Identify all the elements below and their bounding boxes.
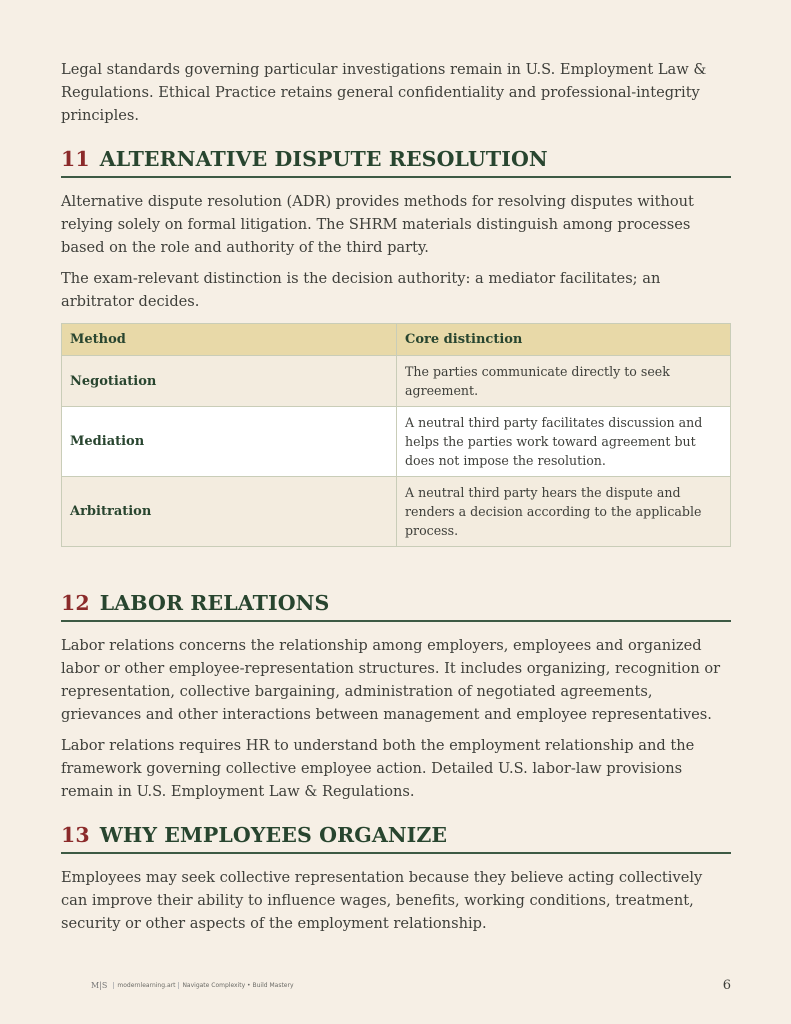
paragraph: Employees may seek collective representation because they believe acting collectively can improve their ability to influence wages, benefits, working conditions, treatment, security or other aspects of the employment relationship. — [61, 869, 703, 932]
distinction-cell: The parties communicate directly to seek agreement. — [397, 356, 731, 407]
table-row — [62, 356, 731, 407]
table-header-row — [62, 324, 731, 356]
page-footer — [91, 978, 731, 993]
intro-paragraph: Legal standards governing particular investigations remain in U.S. Employment Law & Regulations. Ethical Practice retains general confidentiality and professional-integrity principles. — [61, 61, 707, 124]
section-title: LABOR RELATIONS — [99, 591, 330, 615]
section-labor-relations — [61, 591, 731, 803]
method-cell: Mediation — [62, 407, 397, 477]
table-row — [62, 477, 731, 547]
paragraph: The exam-relevant distinction is the decision authority: a mediator facilitates; an arbitrator decides. — [61, 270, 661, 310]
section-why-employees-organize — [61, 823, 731, 935]
footer-site: modernlearning.art — [117, 982, 176, 989]
distinction-cell: A neutral third party facilitates discussion and helps the parties work toward agreement but does not impose the resolution. — [397, 407, 731, 477]
section-heading — [61, 147, 731, 178]
method-cell: Arbitration — [62, 477, 397, 547]
section-title: ALTERNATIVE DISPUTE RESOLUTION — [99, 147, 548, 171]
section-heading — [61, 823, 731, 854]
paragraph: Labor relations concerns the relationship among employers, employees and organized labor or other employee-representation structures. It includes organizing, recognition or representation, collective bargaining, administration of negotiated agreements, grievances and other interactions between management and employee representatives. — [61, 637, 721, 723]
section-title: WHY EMPLOYEES ORGANIZE — [99, 823, 448, 847]
footer-tagline: Navigate Complexity • Build Mastery — [182, 982, 294, 989]
table-row — [62, 407, 731, 477]
section-number: 11 — [61, 147, 90, 171]
paragraph: Labor relations requires HR to understand both the employment relationship and the framework governing collective employee action. Detailed U.S. labor-law provisions remain in U.S. Employment Law & Regulations. — [61, 737, 695, 800]
section-number: 12 — [61, 591, 90, 615]
page-content — [61, 58, 731, 943]
section-adr — [61, 147, 731, 547]
adr-methods-table — [61, 323, 731, 547]
brand-logo-icon: M|S — [91, 981, 108, 990]
section-heading — [61, 591, 731, 622]
method-cell: Negotiation — [62, 356, 397, 407]
footer-brand — [91, 981, 294, 990]
column-header-method: Method — [62, 324, 397, 356]
section-number: 13 — [61, 823, 90, 847]
paragraph: Alternative dispute resolution (ADR) provides methods for resolving disputes without relying solely on formal litigation. The SHRM materials distinguish among processes based on the role and authority of the third party. — [61, 193, 694, 256]
page-number: 6 — [722, 978, 731, 993]
column-header-distinction: Core distinction — [397, 324, 731, 356]
distinction-cell: A neutral third party hears the dispute and renders a decision according to the applicable process. — [397, 477, 731, 547]
